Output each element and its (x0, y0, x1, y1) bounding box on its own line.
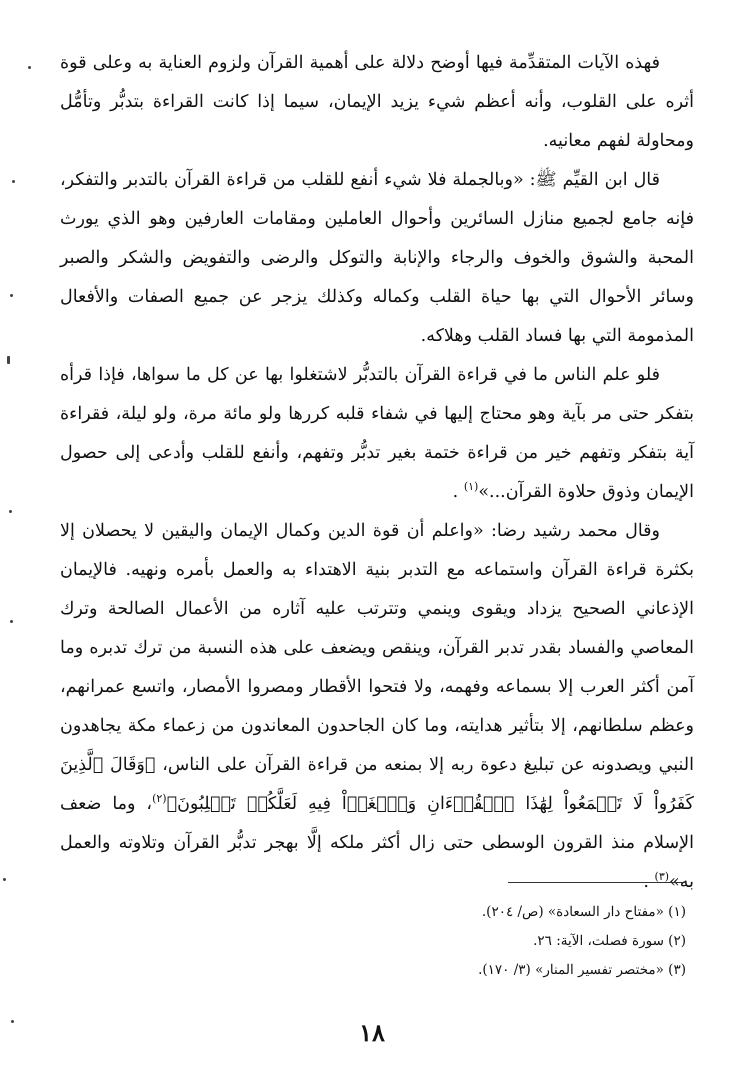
paragraph-3-text: فلو علم الناس ما في قراءة القرآن بالتدبُّر لاشتغلوا بها عن كل ما سواها، فإذا قرأه بتفكر حتى مر بآية وهو محتاج إليها في شفاء قلبه كررها ولو مائة مرة، ولو ليلة، فقراءة آية بتفكر وتفهم خير من قراءة ختمة بغير تدبُّر وتفهم، وأنفع للقلب وأدعى إلى حصول الإيمان وذوق حلاوة القرآن...» (60, 365, 694, 502)
paragraph-4-text-before: وقال محمد رشيد رضا: «واعلم أن قوة الدين وكمال الإيمان واليقين لا يحصلان إلا بكثرة قراءة القرآن واستماعه مع التدبر بنية الاهتداء به والعمل بأمره ونهيه. فالإيمان الإذعاني الصحيح يزداد ويقوى وينمي وتترتب عليه آثاره من الأعمال الصالحة وترك المعاصي والفساد بقدر تدبر القرآن، وينقص ويضعف على هذه النسبة من ترك تدبره وما آمن أكثر العرب إلا بسماعه وفهمه، ولا فتحوا الأقطار ومصروا الأمصار، واتسع عمرانهم، وعظم سلطانهم، إلا بتأثير هدايته، وما كان الجاحدون المعاندون من زعماء مكة يجاهدون النبي ويصدونه عن تبليغ دعوة ربه إلا بمنعه من قراءة القرآن على الناس، (60, 521, 695, 775)
paragraph-2-text: قال ابن القيِّم ﷺ: «وبالجملة فلا شيء أنفع للقلب من قراءة القرآن بالتدبر والتفكر، فإنه جامع لجميع منازل السائرين وأحوال العاملين ومقامات العارفين وهو الذي يورث المحبة والشوق والخوف والرجاء والإنابة والتوكل والرضى والتفويض والشكر والصبر وسائر الأحوال التي بها حياة القلب وكماله وكذلك يزجر عن جميع الصفات والأفعال المذمومة التي بها فساد القلب وهلاكه. (60, 170, 694, 346)
footnote-ref-1: (١) (463, 480, 479, 494)
scan-speck (9, 510, 12, 513)
footnote-3: (٣) «مختصر تفسير المنار» (٣/ ١٧٠). (478, 962, 686, 978)
scan-speck (28, 66, 31, 69)
paragraph-1-text: فهذه الآيات المتقدِّمة فيها أوضح دلالة على أهمية القرآن ولزوم العناية به وعلى قوة أثره على القلوب، وأنه أعظم شيء يزيد الإيمان، سيما إذا كانت القراءة بتدبُّر وتأمُّل ومحاولة لفهم معانيه. (60, 53, 694, 151)
page-number: ١٨ (359, 1018, 385, 1047)
paragraph-4-tail: . (643, 872, 655, 892)
paragraph-3 (60, 356, 694, 512)
scan-speck (10, 620, 13, 623)
scan-speck (3, 878, 6, 881)
paragraph-3-tail: . (452, 482, 464, 502)
footnote-1: (١) «مفتاح دار السعادة» (ص/ ٢٠٤). (481, 904, 686, 920)
footnotes (326, 898, 686, 985)
paragraph-4 (60, 512, 694, 902)
quran-verse: ﴿وَقَالَ ٱلَّذِينَ كَفَرُواْ لَا تَسۡمَعُواْ لِهَٰذَا ٱلۡقُرۡءَانِ وَٱلۡغَوۡاْ فِيهِ لَعَلَّكُمۡ تَغۡلِبُونَ﴾ (60, 755, 694, 814)
footnote-ref-2: (٢) (152, 792, 167, 806)
paragraph-1 (60, 44, 694, 161)
footnote-divider (508, 882, 686, 883)
main-text (60, 44, 694, 902)
footnote-ref-3: (٣) (654, 870, 670, 884)
footnote-2: (٢) سورة فصلت، الآية: ٢٦. (533, 933, 686, 949)
scan-speck (7, 356, 10, 364)
paragraph-4-text-after: ، وما ضعف الإسلام منذ القرون الوسطى حتى زال أكثر ملكه إلَّا بهجر تدبُّر القرآن وتلاوته والعمل به» (60, 794, 694, 892)
scan-speck (11, 1020, 14, 1023)
scan-speck (12, 180, 15, 183)
scan-speck (10, 294, 13, 297)
paragraph-2 (60, 161, 694, 356)
